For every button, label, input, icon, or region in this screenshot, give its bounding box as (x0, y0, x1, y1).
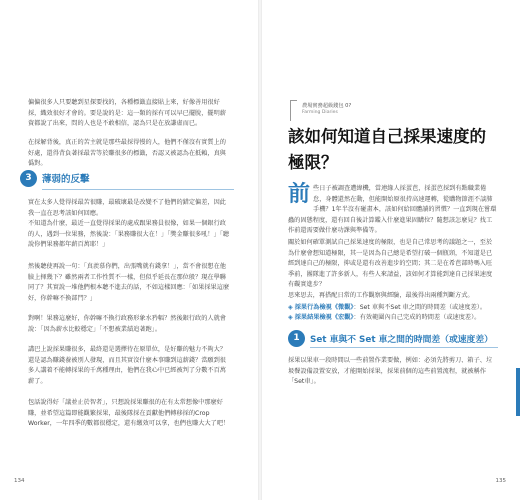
section-divider (310, 347, 498, 348)
paragraph: 包話說得好「議並止於智者」，只想說採果賺很的在有太常想像中那麼好賺，並希望這篇即能觀繁採果，最後隊採在貢獻他們轉移採的Crop Worker，一年四季的數都很穩定，還有繳效可以拿，也們也賺大大了吧！ (28, 399, 230, 428)
list-term: 採果結果檢視《宏觀》 (294, 314, 354, 321)
chapter-title: 該如何知道自己採果速度的極限？ (288, 127, 486, 172)
page-number: 134 (14, 478, 25, 484)
section-title: 薄弱的反擊 (42, 174, 90, 185)
drop-cap: 前 (288, 182, 311, 207)
diamond-bullet-icon: ◈ (288, 314, 293, 321)
intro-paragraph (288, 184, 498, 237)
running-head-title: 農場實務超級錢包 0? (302, 103, 352, 109)
list-term: 採果行為檢視《微觀》 (294, 304, 354, 311)
left-page (0, 0, 258, 500)
section-heading (288, 328, 498, 348)
list-text: ：Set 車與不Set 車之間的時間差（或速度差）。 (353, 304, 487, 311)
section-title: Set 車與不 Set 車之間的時間差（或速度差） (310, 335, 493, 345)
section-divider (42, 189, 234, 190)
section-number-badge: 3 (20, 170, 37, 187)
paragraph: 採果以果車一段時間以一些前置作業要做，例如：必須先將剪刀、箱子、垃圾餐設備設置安放，才能開始採果，採果前個的這些前置流程，就被稱作「Set車」。 (288, 357, 493, 386)
running-head-subtitle: Farming Diaries (302, 110, 338, 115)
paragraph-text: 些日子被調查遭緯機，當連緣人採蛋芭，採蛋芭採到有點職業倦怠，身體還然在動，但能開始原很持高速運轉，從購物節涯不談肺手機？1年半沒有碰畫本，該如何給回體讀的習慣？一直到現在嘗環蟲的固態程度，還有回自後計算鑑入什麼進果固購位？隨想該怎麼見？找工作前還需要做什麼功課與準備等。 (288, 185, 497, 235)
paragraph: 關於如何確單測試自己採果速度的極限，也是自己常思考的議題之一，至於為什麼會想知道極限，其一是因為自己總是希望打破一個瓶頸，不知道是已經到達自己的極限，抑或是還有改善進步的空間；其二是在希芭部時嗎入旺季前，團隊進了許多新人，有些人來請益，該如何才算能到達自己採果速度有礙實進步？ (288, 239, 493, 289)
section-number-badge: 1 (288, 330, 305, 347)
right-page (262, 0, 520, 500)
paragraph: 在採解背後，真正的苦主就是那些最採得慢的人，他們不僅沒有實質上的好處，還得背負著採最苦等於賺很多的標籤，否認又被認為在抵賴，真與僞對。 (28, 139, 226, 168)
paragraph: 講巴上說採果賺很多，最終還是選擇待在原單位，是好賺的魅力不夠大？還是認為賺錢養被別人發現，而且其實沒什麼本事賺到這薪錢？當願到很多人講着不能轉採果的千萬種理由，他們在我心中已經被判了分數不百萬薪了。 (28, 346, 226, 385)
list-item (288, 313, 498, 324)
thumb-tab (516, 368, 520, 416)
list-item (288, 303, 498, 314)
paragraph: 偏偏很多人只要聽到星探要找的，各種標籤直接貼上來，好像善用很好採，織效很好才會的。要是說的是：這一類的採有可以早已擺脫，擺明薪資都說了出來，問的人也是不敢相信，認為只是在放謙虛而已。 (28, 99, 226, 128)
paragraph: 對啊！果務這麼好，你幹嘛不換行政務形象水矜幅？然後銀行政的人就會說：「因為薪水比較穩定」「不想被業績追著跑」。 (28, 315, 226, 333)
paragraph: 實在太多人覺得採最苦很賺，最破壞最是改變不了他們的錯定偏差，因此我一直在思考該如何回應。 (28, 199, 226, 217)
paragraph: 思來思去，再搭配日常的工作觀察與經驗，最後得出兩種判斷方式。 (288, 292, 474, 299)
section-heading (20, 168, 234, 190)
paragraph: 然後聽使再說一句：「真羨慕你們，出張嘴就有錢拿！」，當不會很想在他臉上揮幾下？雖然兩者工作性質不一樣，但似乎延長在那位般？現在學聯同了？其實說一堆他們根本聽不進去的話，不如這樣回應：「如果採果這麼好，你幹嘛不換部門？」 (28, 263, 230, 302)
list-text: ：有效範圍內自己完成的時間差（或速度差）。 (353, 314, 481, 321)
running-head-bracket (290, 100, 297, 121)
diamond-bullet-icon: ◈ (288, 304, 293, 311)
running-head (302, 102, 351, 115)
page-number: 135 (495, 478, 506, 484)
paragraph: 不知道為什麼，最近一直覺得採果的處成跟果務員很像，如果一個銀行政的人，遇到一位果務，然後說：「果務賺很大在！」「獎金賺很多吼！」「聽說你們果務都年薪百萬耶！」 (28, 220, 230, 249)
